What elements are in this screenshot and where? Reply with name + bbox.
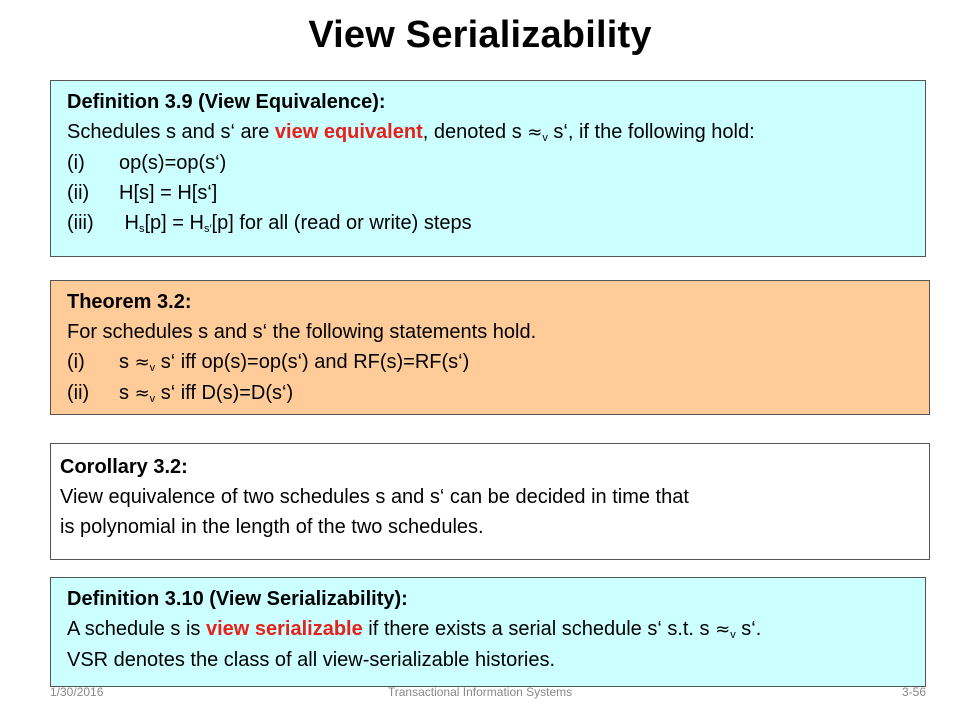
item-text-part: [p] for all (read or write) steps (211, 212, 472, 234)
definition-3-10-line (67, 614, 925, 645)
item-text-part: H (119, 212, 139, 234)
list-item (67, 347, 929, 378)
approx-subscript: v (542, 132, 548, 144)
item-number: (i) (67, 351, 85, 373)
definition-3-10-line: VSR denotes the class of all view-serializable histories. (67, 649, 555, 671)
item-text-part: [p] = H (144, 212, 204, 234)
item-subscript: s (139, 223, 145, 235)
item-number: (iii) (67, 212, 94, 234)
item-text (119, 378, 293, 409)
list-item (67, 148, 925, 178)
approx-symbol: ≈ (134, 383, 150, 404)
definition-3-9-intro (67, 117, 925, 148)
approx-symbol: ≈ (134, 352, 150, 373)
item-number: (ii) (67, 182, 90, 204)
item-number: (i) (67, 152, 85, 174)
approx-subscript: v (149, 362, 156, 374)
corollary-3-2-box (50, 443, 930, 560)
corollary-3-2-line: is polynomial in the length of the two schedules. (60, 516, 484, 538)
theorem-3-2-heading: Theorem 3.2: (67, 291, 192, 313)
item-text-part: s (119, 382, 135, 404)
list-item (67, 208, 925, 238)
item-text (119, 208, 472, 238)
definition-3-10-heading: Definition 3.10 (View Serializability): (67, 588, 408, 610)
approx-symbol: ≈ (527, 122, 543, 143)
intro-text-mid: , denoted s (422, 121, 528, 143)
definition-3-9-heading: Definition 3.9 (View Equivalence): (67, 91, 386, 113)
line-text-end: s‘. (735, 618, 762, 640)
approx-symbol: ≈ (715, 619, 731, 640)
theorem-3-2-intro: For schedules s and s‘ the following statements hold. (67, 321, 537, 343)
list-item (67, 178, 925, 208)
list-item (67, 378, 929, 409)
view-serializable-term: view serializable (205, 618, 363, 640)
view-equivalent-term: view equivalent (274, 121, 423, 143)
definition-3-9-box (50, 80, 926, 257)
footer-title: Transactional Information Systems (387, 685, 573, 699)
corollary-3-2-line: View equivalence of two schedules s and s‘ can be decided in time that (60, 486, 689, 508)
item-text: H[s] = H[s‘] (119, 182, 218, 204)
line-text-mid: if there exists a serial schedule s‘ s.t. s (362, 618, 716, 640)
approx-subscript: v (149, 393, 156, 405)
theorem-3-2-box (50, 280, 930, 415)
line-text: A schedule s is (67, 618, 206, 640)
item-text (119, 347, 469, 378)
item-text-part: s‘ iff op(s)=op(s‘) and RF(s)=RF(s‘) (155, 351, 470, 373)
approx-subscript: v (730, 629, 736, 641)
item-subscript: s′ (203, 223, 212, 235)
item-text: op(s)=op(s‘) (119, 152, 227, 174)
corollary-3-2-heading: Corollary 3.2: (60, 456, 188, 478)
slide-title: View Serializability (308, 14, 652, 56)
intro-text-end: s‘, if the following hold: (547, 121, 755, 143)
footer-page-number: 3-56 (901, 685, 926, 699)
item-number: (ii) (67, 382, 90, 404)
definition-3-10-box (50, 577, 926, 687)
intro-text: Schedules s and s‘ are (67, 121, 275, 143)
item-text-part: s (119, 351, 135, 373)
item-text-part: s‘ iff D(s)=D(s‘) (155, 382, 294, 404)
footer-date: 1/30/2016 (50, 685, 104, 699)
